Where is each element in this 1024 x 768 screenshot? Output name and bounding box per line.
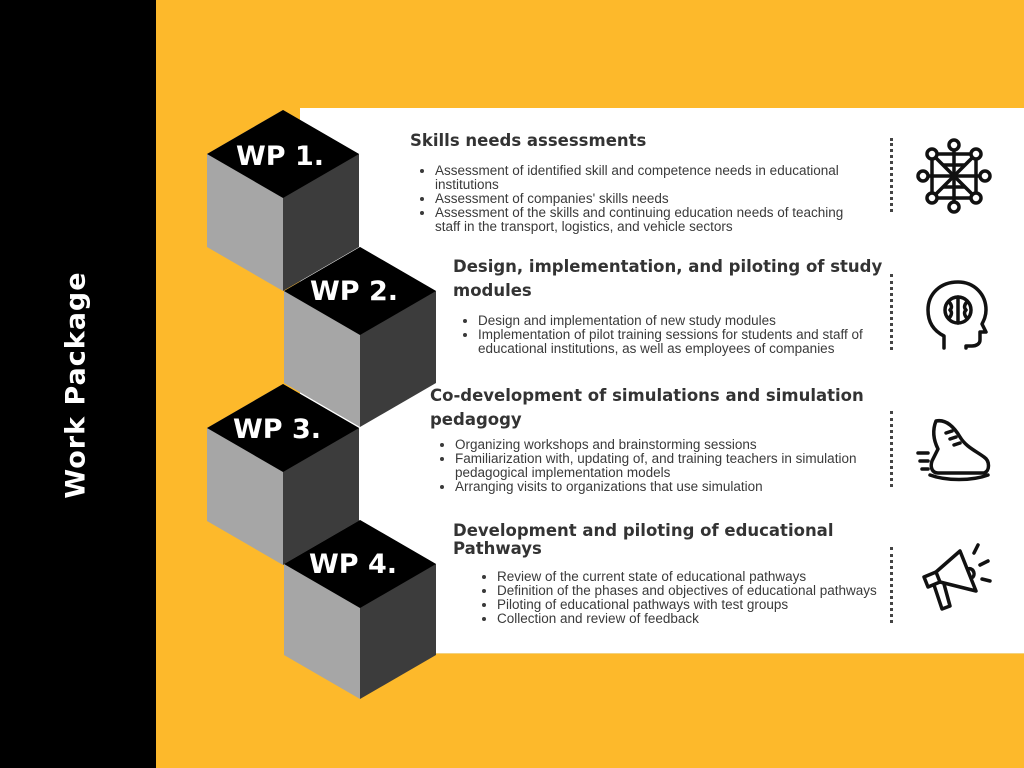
wp4-label: WP 4. <box>308 549 398 580</box>
wp2-label: WP 2. <box>309 276 399 307</box>
wp2-item: • Implementation of pilot training sessions for students and staff of educational institutions, as well as employees of companies <box>478 328 898 356</box>
wp4-title: Development and piloting of educational Pathways <box>453 521 834 558</box>
wp3-label: WP 3. <box>232 414 322 445</box>
wp1-item: • Assessment of companies' skills needs <box>435 192 865 206</box>
wp4-item: • Collection and review of feedback <box>497 612 897 626</box>
wp4-item: • Piloting of educational pathways with test groups <box>497 598 897 612</box>
wp2-title: Design, implementation, and piloting of study modules <box>453 257 883 300</box>
wp3-title: Co-development of simulations and simulation pedagogy <box>430 386 864 429</box>
wp4-item: • Review of the current state of educational pathways <box>497 570 897 584</box>
wp4-item: • Definition of the phases and objectives of educational pathways <box>497 584 897 598</box>
wp1-item: • Assessment of the skills and continuing education needs of teaching staff in the transport, logistics, and vehicle sectors <box>435 206 865 234</box>
wp1-title: Skills needs assessments <box>410 131 647 150</box>
wp3-item: • Arranging visits to organizations that use simulation <box>455 480 875 494</box>
wp2-item: • Design and implementation of new study modules <box>478 314 898 328</box>
wp1-item: • Assessment of identified skill and competence needs in educational institutions <box>435 164 865 192</box>
wp3-item: • Organizing workshops and brainstorming sessions <box>455 438 875 452</box>
sidebar-title: Work Package <box>60 271 92 499</box>
wp3-item: • Familiarization with, updating of, and training teachers in simulation pedagogical implementation models <box>455 452 875 480</box>
wp1-label: WP 1. <box>235 141 325 172</box>
